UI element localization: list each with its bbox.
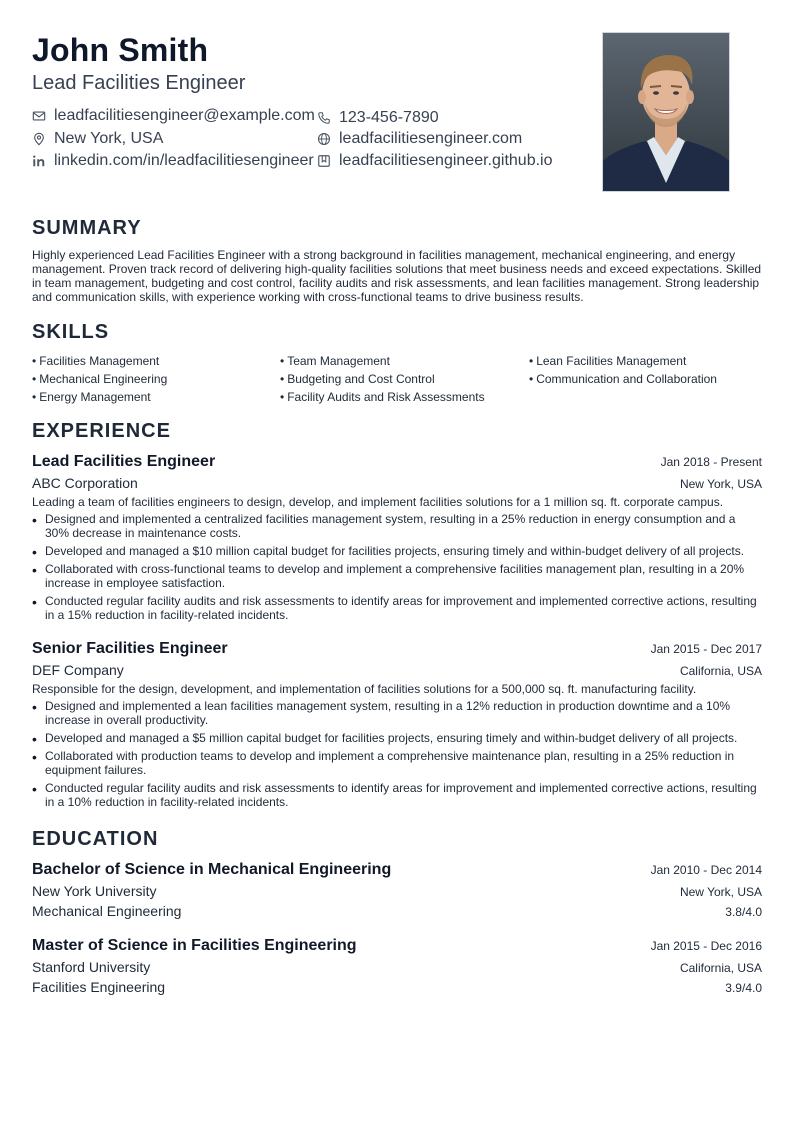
- skill-item: • Lean Facilities Management: [529, 354, 687, 368]
- achievement-item: • Developed and managed a $10 million capital budget for facilities projects, ensuring timely and within-budget delivery of all projects.: [32, 544, 762, 558]
- github-icon: [317, 154, 331, 168]
- job-location: California, USA: [679, 664, 762, 678]
- contact-location: [32, 128, 163, 150]
- phone-icon: [317, 111, 331, 125]
- summary-text: Highly experienced Lead Facilities Engineer with a strong background in facilities management, mechanical engineering, and energy management. Proven track record of delivering high-quality facilities solutions that meet business needs and exceed expectations. Skilled in team management, budgeting and cost control, facility audits and risk assessments, and lean facilities management. Strong leadership and communication skills, with experience working with cross-functional teams to drive business results.: [32, 248, 762, 304]
- job-achievements: [32, 699, 762, 809]
- summary-heading: SUMMARY: [32, 217, 142, 239]
- education-entry: [32, 935, 762, 997]
- degree-title: Master of Science in Facilities Engineering: [32, 937, 357, 954]
- school-name: Stanford University: [32, 959, 151, 975]
- job-title: Senior Facilities Engineer: [32, 640, 228, 657]
- job-dates: Jan 2015 - Dec 2017: [650, 642, 762, 656]
- contact-email-text: leadfacilitiesengineer@example.com: [54, 107, 315, 124]
- job-description: Responsible for the design, development, and implementation of facilities solutions for a 500,000 sq. ft. manufacturing facility.: [32, 682, 697, 696]
- job-entry: [32, 451, 762, 622]
- skill-item: • Communication and Collaboration: [529, 372, 717, 386]
- field-of-study: Facilities Engineering: [32, 979, 166, 995]
- contact-email[interactable]: [32, 105, 315, 127]
- achievement-item: • Collaborated with production teams to develop and implement a comprehensive maintenance plan, resulting in a 25% reduction in equipment failures.: [32, 749, 762, 777]
- resume-header: [32, 32, 762, 192]
- skill-item: • Facility Audits and Risk Assessments: [280, 390, 485, 404]
- gpa: 3.9/4.0: [725, 981, 762, 995]
- location-icon: [32, 132, 46, 146]
- job-achievements: [32, 512, 762, 622]
- degree-title: Bachelor of Science in Mechanical Engineering: [32, 861, 392, 878]
- job-dates: Jan 2018 - Present: [660, 455, 762, 469]
- job-description: Leading a team of facilities engineers to design, develop, and implement facilities solutions for a 1 million sq. ft. corporate campus.: [32, 495, 724, 509]
- skills-heading: SKILLS: [32, 321, 110, 343]
- experience-section: [32, 419, 762, 809]
- achievement-item: • Developed and managed a $5 million capital budget for facilities projects, ensuring timely and within-budget delivery of all projects.: [32, 731, 762, 745]
- contact-website-text: leadfacilitiesengineer.com: [339, 130, 523, 147]
- education-dates: Jan 2010 - Dec 2014: [650, 863, 762, 877]
- job-company: ABC Corporation: [32, 475, 138, 491]
- education-section: [32, 827, 762, 997]
- profile-photo: [602, 32, 730, 192]
- skill-item: • Facilities Management: [32, 354, 160, 368]
- summary-section: [32, 216, 762, 304]
- school-location: New York, USA: [679, 885, 762, 899]
- mail-icon: [32, 109, 46, 123]
- achievement-item: • Designed and implemented a centralized facilities management system, resulting in a 25% reduction in energy consumption and a 30% decrease in maintenance costs.: [32, 512, 762, 540]
- achievement-item: • Collaborated with cross-functional teams to develop and implement a comprehensive facilities management plan, resulting in a 20% increase in employee satisfaction.: [32, 562, 762, 590]
- candidate-title: Lead Facilities Engineer: [32, 72, 246, 94]
- job-entry: [32, 638, 762, 809]
- gpa: 3.8/4.0: [725, 905, 762, 919]
- job-company: DEF Company: [32, 662, 124, 678]
- candidate-name: John Smith: [32, 32, 209, 68]
- skills-list: [32, 352, 762, 406]
- job-location: New York, USA: [679, 477, 762, 491]
- contact-github-text: leadfacilitiesengineer.github.io: [339, 152, 553, 169]
- globe-icon: [317, 132, 331, 146]
- skill-item: • Team Management: [280, 354, 390, 368]
- school-name: New York University: [32, 883, 157, 899]
- contact-linkedin[interactable]: [32, 150, 314, 172]
- school-location: California, USA: [679, 961, 762, 975]
- contact-info: [32, 105, 592, 175]
- achievement-item: • Conducted regular facility audits and risk assessments to identify areas for improvement and implemented corrective actions, resulting in a 15% reduction in facility-related incidents.: [32, 594, 762, 622]
- contact-location-text: New York, USA: [54, 130, 164, 147]
- skills-section: [32, 320, 762, 406]
- contact-website[interactable]: [317, 128, 522, 150]
- experience-heading: EXPERIENCE: [32, 420, 171, 442]
- education-dates: Jan 2015 - Dec 2016: [650, 939, 762, 953]
- job-title: Lead Facilities Engineer: [32, 453, 216, 470]
- education-entry: [32, 859, 762, 921]
- skill-item: • Energy Management: [32, 390, 151, 404]
- linkedin-icon: [32, 154, 46, 168]
- contact-github[interactable]: [317, 150, 552, 172]
- contact-phone-text: 123-456-7890: [339, 109, 439, 126]
- achievement-item: • Conducted regular facility audits and risk assessments to identify areas for improvement and implemented corrective actions, resulting in a 10% reduction in facility-related incidents.: [32, 781, 762, 809]
- skill-item: • Mechanical Engineering: [32, 372, 168, 386]
- education-heading: EDUCATION: [32, 828, 159, 850]
- skill-item: • Budgeting and Cost Control: [280, 372, 435, 386]
- contact-linkedin-text: linkedin.com/in/leadfacilitiesengineer: [54, 152, 314, 169]
- achievement-item: • Designed and implemented a lean facilities management system, resulting in a 12% reduction in production downtime and a 10% increase in overall productivity.: [32, 699, 762, 727]
- contact-phone[interactable]: [317, 107, 439, 129]
- field-of-study: Mechanical Engineering: [32, 903, 182, 919]
- resume-page: [32, 32, 762, 997]
